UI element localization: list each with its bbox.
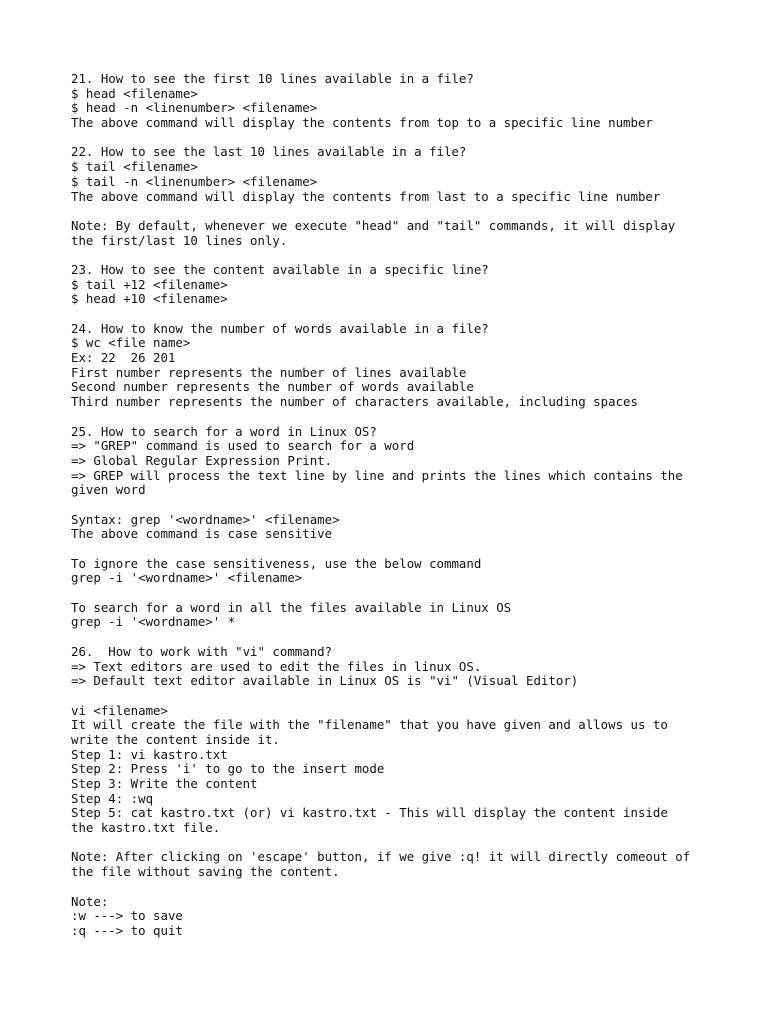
text-line: Syntax: grep '<wordname>' <filename> — [71, 511, 340, 527]
text-line: => "GREP" command is used to search for a word — [71, 438, 415, 454]
text-line: given word — [71, 482, 146, 498]
text-line: To search for a word in all the files available in Linux OS — [71, 599, 512, 615]
blank-line — [71, 836, 751, 851]
text-line: write the content inside it. — [71, 731, 280, 747]
text-line: the file without saving the content. — [71, 864, 340, 880]
text-line: $ tail -n <linenumber> <filename> — [71, 173, 318, 189]
text-line: Step 2: Press 'i' to go to the insert mode — [71, 761, 385, 777]
text-line: To ignore the case sensitiveness, use the below command — [71, 555, 482, 571]
text-line: Step 3: Write the content — [71, 776, 258, 791]
text-line: Step 1: vi kastro.txt — [71, 746, 228, 762]
text-line: 26. How to work with "vi" command? — [71, 643, 333, 659]
text-line: the first/last 10 lines only. — [71, 232, 288, 248]
text-line: => Text editors are used to edit the files in linux OS. — [71, 658, 482, 674]
text-line: Note: After clicking on 'escape' button, if we give :q! it will directly comeout of — [71, 849, 691, 865]
text-line: $ wc <file name> — [71, 335, 191, 351]
blank-line — [71, 307, 751, 322]
blank-line — [71, 204, 751, 219]
text-line: First number represents the number of lines available — [71, 364, 467, 380]
blank-line — [71, 498, 751, 513]
blank-line — [71, 586, 751, 601]
text-line: vi <filename> — [71, 702, 168, 718]
blank-line — [71, 542, 751, 557]
text-line: Step 5: cat kastro.txt (or) vi kastro.txt - This will display the content inside — [71, 805, 668, 821]
blank-line — [71, 248, 751, 263]
blank-line — [71, 880, 751, 895]
text-line: Note: — [71, 893, 109, 909]
text-line: => Default text editor available in Linux OS is "vi" (Visual Editor) — [71, 673, 579, 689]
text-line: The above command will display the contents from top to a specific line number — [71, 115, 653, 131]
text-line: 25. How to search for a word in Linux OS? — [71, 423, 377, 439]
text-line: 23. How to see the content available in a specific line? — [71, 261, 489, 277]
text-line: 24. How to know the number of words available in a file? — [71, 320, 489, 336]
text-line: $ head +10 <filename> — [71, 291, 228, 307]
text-line: 21. How to see the first 10 lines available in a file? — [71, 71, 474, 86]
text-line: $ head -n <linenumber> <filename> — [71, 100, 318, 116]
text-line: => Global Regular Expression Print. — [71, 452, 333, 468]
text-line: the kastro.txt file. — [71, 820, 221, 836]
text-line: $ tail +12 <filename> — [71, 276, 228, 292]
text-line: => GREP will process the text line by line and prints the lines which contains the — [71, 467, 683, 483]
text-line: The above command is case sensitive — [71, 526, 333, 542]
text-line: $ tail <filename> — [71, 159, 198, 175]
text-line: Second number represents the number of words available — [71, 379, 474, 395]
blank-line — [71, 689, 751, 704]
text-line: Step 4: :wq — [71, 790, 154, 806]
text-line: :w ---> to save — [71, 908, 183, 924]
text-line: $ head <filename> — [71, 85, 198, 101]
blank-line — [71, 630, 751, 645]
text-line: Ex: 22 26 201 — [71, 350, 176, 366]
text-line: grep -i '<wordname>' <filename> — [71, 570, 303, 586]
text-line: Note: By default, whenever we execute "head" and "tail" commands, it will display — [71, 217, 676, 233]
text-line: It will create the file with the "filename" that you have given and allows us to — [71, 717, 668, 733]
blank-line — [71, 131, 751, 146]
document-page — [71, 72, 751, 939]
text-line: Third number represents the number of characters available, including spaces — [71, 394, 638, 410]
text-line: :q ---> to quit — [71, 922, 183, 938]
blank-line — [71, 410, 751, 425]
text-line: grep -i '<wordname>' * — [71, 614, 236, 630]
text-line: 22. How to see the last 10 lines available in a file? — [71, 144, 467, 160]
text-line: The above command will display the contents from last to a specific line number — [71, 188, 661, 204]
